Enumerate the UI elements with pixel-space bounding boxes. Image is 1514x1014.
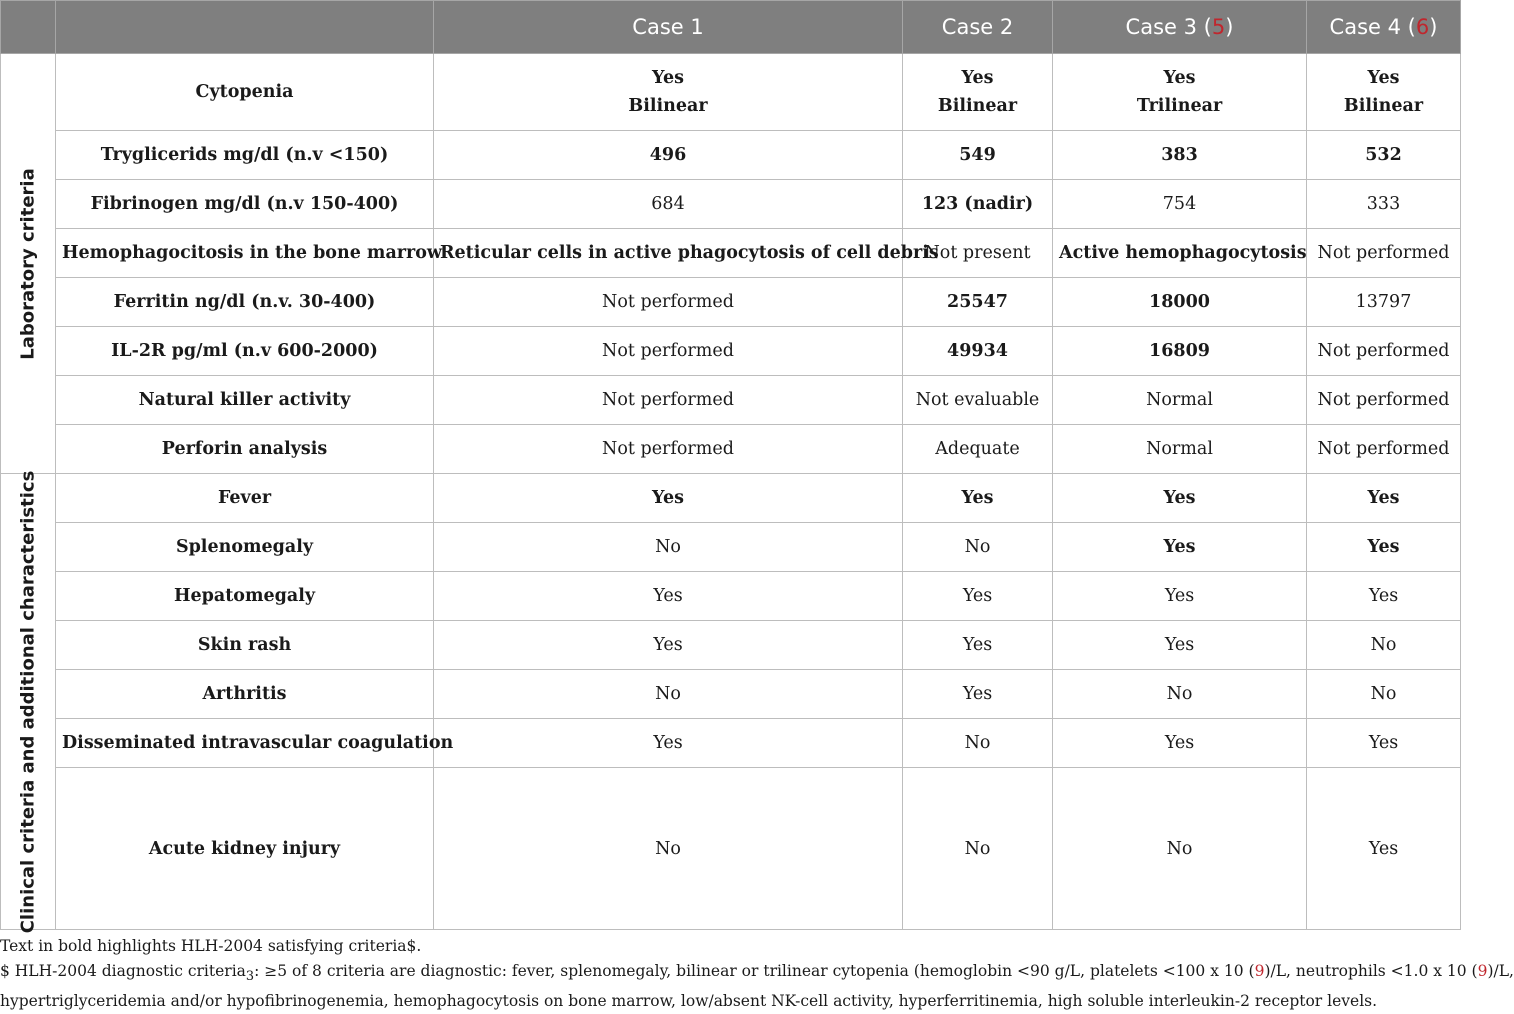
cell-case-1: Not performed <box>434 376 903 425</box>
cell-case-2: Not evaluable <box>903 376 1053 425</box>
cell-case-4 <box>1307 54 1461 131</box>
cell-case-2: Yes <box>903 572 1053 621</box>
cell-case-2: No <box>903 523 1053 572</box>
cell-line: Bilinear <box>628 96 708 116</box>
cell-case-2: 49934 <box>903 327 1053 376</box>
cell-case-3 <box>1053 54 1307 131</box>
row-label: IL-2R pg/ml (n.v 600-2000) <box>56 327 434 376</box>
cell-case-3: 754 <box>1053 180 1307 229</box>
table-row <box>1 719 1461 768</box>
cell-line: Yes <box>652 68 684 88</box>
group-label-clinical <box>1 470 56 933</box>
row-label: Fever <box>56 474 434 523</box>
cell-line: Trilinear <box>1136 96 1223 116</box>
cell-case-4: Yes <box>1307 572 1461 621</box>
footnote-criteria-continued: hypertriglyceridemia and/or hypofibrinogenemia, hemophagocytosis on bone marrow, low/absent NK-cell activity, hyperferritinemia, high soluble interleukin-2 receptor levels. <box>0 992 1378 1011</box>
cell-case-2 <box>903 54 1053 131</box>
cell-case-4: Yes <box>1307 474 1461 523</box>
cell-case-1: Yes <box>434 719 903 768</box>
cell-case-4: Yes <box>1307 719 1461 768</box>
table-row <box>1 523 1461 572</box>
cell-case-3: Yes <box>1053 621 1307 670</box>
cell-case-3: Yes <box>1053 474 1307 523</box>
cell-case-4: 333 <box>1307 180 1461 229</box>
cell-case-2: No <box>903 719 1053 768</box>
reference-link[interactable]: 5 <box>1211 15 1226 39</box>
cell-case-3: 18000 <box>1053 278 1307 327</box>
cell-line: Bilinear <box>1343 96 1424 116</box>
row-label: Tryglicerids mg/dl (n.v <150) <box>56 131 434 180</box>
group-label-text: Clinical criteria and additional characteristics <box>17 470 39 933</box>
cell-line: Bilinear <box>937 96 1018 116</box>
reference-link[interactable]: 9 <box>1254 962 1265 980</box>
cell-case-1: No <box>434 670 903 719</box>
cell-case-1: Yes <box>434 474 903 523</box>
row-label: Natural killer activity <box>56 376 434 425</box>
cell-case-2: Not present <box>903 229 1053 278</box>
table-row <box>1 572 1461 621</box>
group-label-text: Laboratory criteria <box>17 167 39 360</box>
table-row <box>1 131 1461 180</box>
cell-case-4: Not performed <box>1307 376 1461 425</box>
reference-link[interactable]: 6 <box>1415 15 1430 39</box>
table-row <box>1 229 1461 278</box>
cell-case-1: Not performed <box>434 278 903 327</box>
table-row <box>1 376 1461 425</box>
cell-case-1: Yes <box>434 572 903 621</box>
table-footnotes <box>0 934 1514 1014</box>
header-blank-group <box>1 1 56 54</box>
row-label: Splenomegaly <box>56 523 434 572</box>
header-case-2: Case 2 <box>903 1 1053 54</box>
cell-case-3: 383 <box>1053 131 1307 180</box>
cell-case-4: No <box>1307 621 1461 670</box>
row-label: Skin rash <box>56 621 434 670</box>
cell-case-3: No <box>1053 670 1307 719</box>
cell-case-4: Not performed <box>1307 327 1461 376</box>
cell-case-4: Yes <box>1307 768 1461 930</box>
cell-case-1: No <box>434 768 903 930</box>
footnote-bold-note: Text in bold highlights HLH-2004 satisfying criteria$. <box>0 937 422 955</box>
cell-case-4: Not performed <box>1307 425 1461 474</box>
cell-case-2: Adequate <box>903 425 1053 474</box>
cell-line: Yes <box>961 68 994 88</box>
table-row <box>1 670 1461 719</box>
cell-case-2: 25547 <box>903 278 1053 327</box>
reference-link[interactable]: 9 <box>1477 962 1488 980</box>
table-row <box>1 278 1461 327</box>
table-row <box>1 768 1461 930</box>
row-label: Ferritin ng/dl (n.v. 30-400) <box>56 278 434 327</box>
cell-case-3: Yes <box>1053 572 1307 621</box>
cell-line: Yes <box>1367 68 1400 88</box>
cell-case-3: Normal <box>1053 376 1307 425</box>
row-label: Perforin analysis <box>56 425 434 474</box>
cell-case-2: 549 <box>903 131 1053 180</box>
cell-case-3: Yes <box>1053 523 1307 572</box>
table-row <box>1 54 1461 131</box>
cell-line: Yes <box>1163 68 1196 88</box>
cell-case-3: Normal <box>1053 425 1307 474</box>
cell-case-1: Yes <box>434 621 903 670</box>
table-row <box>1 621 1461 670</box>
row-label: Cytopenia <box>56 54 434 131</box>
cell-case-2: No <box>903 768 1053 930</box>
cell-case-3: Active hemophagocytosis <box>1053 229 1307 278</box>
cell-case-4: No <box>1307 670 1461 719</box>
row-label: Disseminated intravascular coagulation <box>56 719 434 768</box>
cell-case-3: 16809 <box>1053 327 1307 376</box>
cell-case-4: 532 <box>1307 131 1461 180</box>
group-label-laboratory <box>1 54 56 474</box>
cell-case-2: 123 (nadir) <box>903 180 1053 229</box>
cell-case-1: 496 <box>434 131 903 180</box>
cell-case-4: Yes <box>1307 523 1461 572</box>
cell-case-2: Yes <box>903 621 1053 670</box>
table-row <box>1 425 1461 474</box>
cell-case-4: 13797 <box>1307 278 1461 327</box>
cell-case-1 <box>434 54 903 131</box>
cell-case-1: No <box>434 523 903 572</box>
table-row <box>1 474 1461 523</box>
footnote-criteria: $ HLH-2004 diagnostic criteria$_3$: ≥5 of 8 criteria are diagnostic: fever, splenomegaly, bilinear or trilinear cytopenia (hemoglobin <90 g/L, platelets <100 x 10 (9)/L, neutrophils <1.0 x 10 (9)/L, <box>0 962 1514 985</box>
header-blank-label <box>56 1 434 54</box>
header-case-3: Case 3 (5) <box>1053 1 1307 54</box>
header-row <box>1 1 1461 54</box>
cell-case-1: 684 <box>434 180 903 229</box>
table-body <box>1 54 1461 933</box>
cell-case-1: Reticular cells in active phagocytosis of cell debris <box>434 229 903 278</box>
row-label: Hepatomegaly <box>56 572 434 621</box>
table-row <box>1 327 1461 376</box>
header-case-1: Case 1 <box>434 1 903 54</box>
cell-case-1: Not performed <box>434 425 903 474</box>
header-case-4: Case 4 (6) <box>1307 1 1461 54</box>
row-label: Arthritis <box>56 670 434 719</box>
row-label: Hemophagocitosis in the bone marrow <box>56 229 434 278</box>
cell-case-3: No <box>1053 768 1307 930</box>
row-label: Acute kidney injury <box>56 768 434 930</box>
cell-case-4: Not performed <box>1307 229 1461 278</box>
cell-case-1: Not performed <box>434 327 903 376</box>
cell-case-2: Yes <box>903 670 1053 719</box>
row-label: Fibrinogen mg/dl (n.v 150-400) <box>56 180 434 229</box>
table-row <box>1 180 1461 229</box>
cell-case-2: Yes <box>903 474 1053 523</box>
cell-case-3: Yes <box>1053 719 1307 768</box>
